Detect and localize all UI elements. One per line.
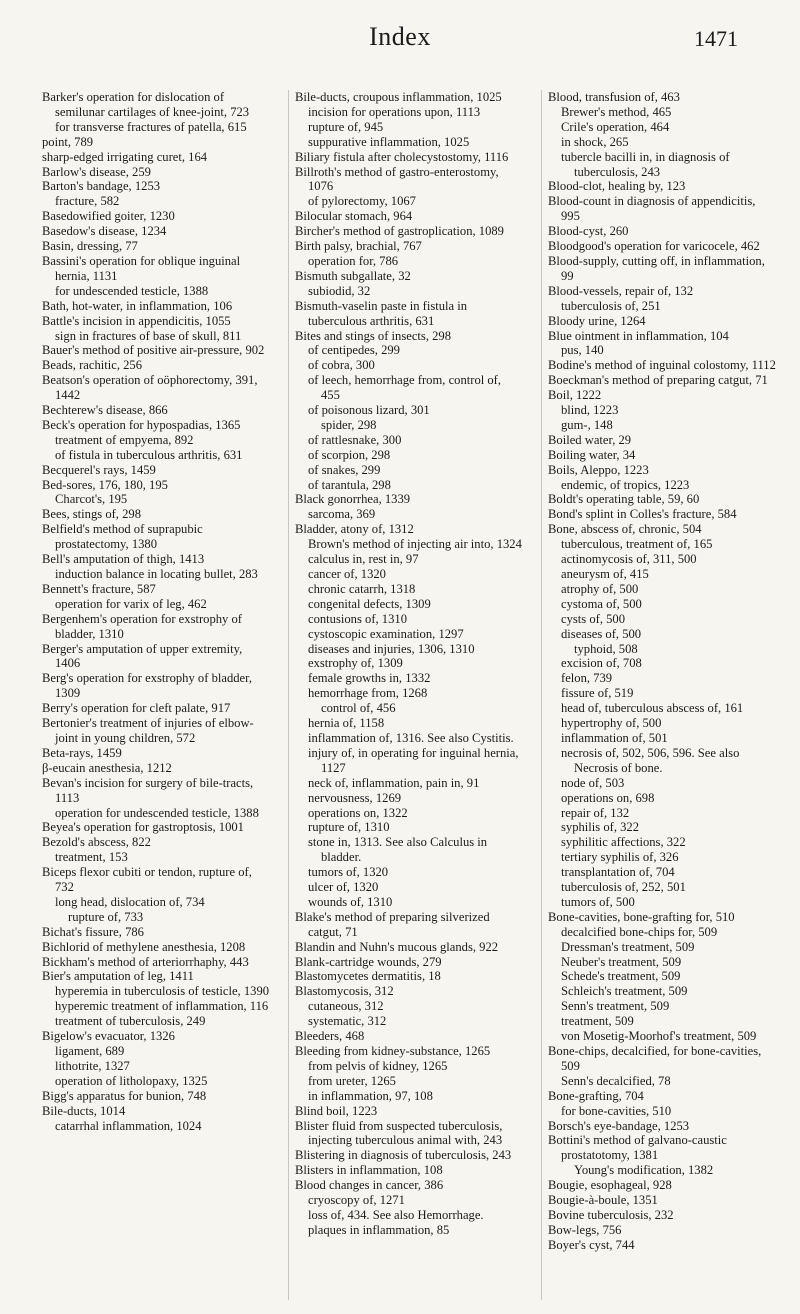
index-entry: blind, 1223: [561, 403, 619, 418]
index-entry: β-eucain anesthesia, 1212: [42, 760, 172, 775]
index-entry: tuberculosis of, 251: [561, 298, 661, 313]
index-entry: treatment, 153: [55, 850, 128, 865]
index-entry: Bevan's incision for surgery of bile-tracts, 1113: [42, 775, 254, 805]
index-entry: operations on, 1322: [308, 805, 408, 820]
index-entry: Bertonier's treatment of injuries of elbow-joint in young children, 572: [42, 716, 254, 745]
index-entry: calculus in, rest in, 97: [308, 552, 419, 567]
index-entry: Young's modification, 1382: [574, 1163, 714, 1178]
index-entry: Bezold's abscess, 822: [42, 835, 151, 850]
index-entry: aneurysm of, 415: [561, 567, 649, 581]
index-entry: female growths in, 1332: [308, 671, 431, 686]
index-entry: Battle's incision in appendicitis, 1055: [42, 313, 231, 328]
index-entry: Borsch's eye-bandage, 1253: [548, 1118, 690, 1133]
index-entry: Bichat's fissure, 786: [42, 924, 144, 939]
index-entry: suppurative inflammation, 1025: [308, 134, 470, 149]
index-entry: for transverse fractures of patella, 615: [55, 119, 247, 134]
index-entry: operation of litholopaxy, 1325: [55, 1073, 208, 1088]
index-entry: sign in fractures of base of skull, 811: [55, 328, 242, 343]
index-entry: Beta-rays, 1459: [42, 745, 122, 760]
index-entry: Basedowified goiter, 1230: [42, 209, 175, 224]
index-entry: Blood-clot, healing by, 123: [548, 179, 686, 194]
index-entry: ulcer of, 1320: [308, 880, 379, 895]
index-entry: Becquerel's rays, 1459: [42, 462, 156, 477]
index-entry: Senn's treatment, 509: [561, 999, 670, 1014]
index-entry: felon, 739: [561, 671, 613, 686]
index-entry: endemic, of tropics, 1223: [561, 477, 690, 492]
index-entry: Bichlorid of methylene anesthesia, 1208: [42, 939, 246, 954]
index-entry: operation for undescended testicle, 1388: [55, 805, 259, 820]
index-entry: treatment of tuberculosis, 249: [55, 1014, 206, 1029]
index-entry: head of, tuberculous abscess of, 161: [561, 701, 744, 716]
index-entry: Bechterew's disease, 866: [42, 403, 168, 418]
index-entry: Bone, abscess of, chronic, 504: [548, 522, 702, 537]
index-entry: tubercle bacilli in, in diagnosis of tuberculosis, 243: [561, 149, 730, 179]
index-entry: Blistering in diagnosis of tuberculosis, 243: [295, 1148, 512, 1163]
index-entry: injury of, in operating for inguinal hernia, 1127: [308, 745, 519, 775]
page-title: Index: [369, 22, 431, 51]
index-entry: Beads, rachitic, 256: [42, 358, 143, 373]
index-entry: Bodine's method of inguinal colostomy, 1112: [548, 358, 776, 373]
index-entry: Blue ointment in inflammation, 104: [548, 328, 729, 343]
index-entry: Blister fluid from suspected tuberculosis, injecting tuberculous animal with, 243: [295, 1118, 503, 1148]
index-entry: diseases of, 500: [561, 626, 642, 641]
index-entry: Berger's amputation of upper extremity, 1406: [42, 641, 243, 671]
index-entry: Beck's operation for hypospadias, 1365: [42, 417, 241, 432]
index-entry: congenital defects, 1309: [308, 596, 431, 611]
index-entry: Bladder, atony of, 1312: [295, 522, 414, 537]
index-entry: ligament, 689: [55, 1044, 125, 1058]
index-entry: of leech, hemorrhage from, control of, 455: [308, 373, 502, 403]
index-entry: hyperemic treatment of inflammation, 116: [55, 999, 269, 1014]
index-entry: catarrhal inflammation, 1024: [55, 1118, 202, 1133]
index-entry: Boiled water, 29: [548, 432, 632, 447]
page-header: [0, 22, 800, 72]
index-entry: Bleeders, 468: [295, 1029, 365, 1044]
index-entry: Senn's decalcified, 78: [561, 1073, 671, 1088]
index-entry: sharp-edged irrigating curet, 164: [42, 149, 208, 164]
index-entry: Bed-sores, 176, 180, 195: [42, 477, 168, 492]
index-entry: Blood-vessels, repair of, 132: [548, 283, 694, 298]
index-entry: cancer of, 1320: [308, 567, 386, 581]
index-entry: Billroth's method of gastro-enterostomy, 1076: [295, 164, 499, 194]
index-entry: Boldt's operating table, 59, 60: [548, 492, 700, 507]
index-entry: Bond's splint in Colles's fracture, 584: [548, 507, 737, 522]
index-entry: pus, 140: [561, 343, 604, 358]
index-entry: Berg's operation for exstrophy of bladder, 1309: [42, 671, 252, 701]
index-entry: Beyea's operation for gastroptosis, 1001: [42, 820, 244, 835]
index-entry: repair of, 132: [561, 805, 630, 820]
index-entry: Schleich's treatment, 509: [561, 984, 688, 999]
index-entry: Blank-cartridge wounds, 279: [295, 954, 442, 969]
index-entry: treatment of empyema, 892: [55, 432, 194, 447]
index-entry: hypertrophy of, 500: [561, 716, 662, 731]
index-entry: hemorrhage from, 1268: [308, 686, 428, 701]
index-entry: tumors of, 1320: [308, 865, 389, 880]
index-entry: Blind boil, 1223: [295, 1103, 378, 1118]
index-entry: Bismuth subgallate, 32: [295, 268, 411, 283]
index-entry: neck of, inflammation, pain in, 91: [308, 775, 480, 790]
index-entry: atrophy of, 500: [561, 581, 639, 596]
index-entry: of fistula in tuberculous arthritis, 631: [55, 447, 243, 462]
index-entry: decalcified bone-chips for, 509: [561, 924, 718, 939]
index-entry: Bismuth-vaselin paste in fistula in tuberculous arthritis, 631: [295, 298, 468, 328]
index-entry: Dressman's treatment, 509: [561, 939, 695, 954]
index-entry: rupture of, 945: [308, 119, 384, 134]
index-entry: tertiary syphilis of, 326: [561, 850, 679, 865]
index-entry: Bergenhem's operation for exstrophy of bladder, 1310: [42, 611, 242, 641]
index-entry: Beatson's operation of oöphorectomy, 391, 1442: [42, 373, 258, 403]
index-entry: Schede's treatment, 509: [561, 969, 681, 984]
index-entry: syphilitic affections, 322: [561, 835, 686, 850]
index-entry: of tarantula, 298: [308, 477, 391, 492]
index-entry: contusions of, 1310: [308, 611, 407, 626]
index-entry: hyperemia in tuberculosis of testicle, 1390: [55, 984, 270, 999]
index-entry: actinomycosis of, 311, 500: [561, 552, 697, 567]
index-entry: Boeckman's method of preparing catgut, 71: [548, 373, 768, 388]
index-entry: in inflammation, 97, 108: [308, 1088, 433, 1103]
index-entry: Blood, transfusion of, 463: [548, 90, 680, 104]
index-entry: rupture of, 1310: [308, 820, 390, 835]
index-entry: Bennett's fracture, 587: [42, 581, 156, 596]
index-entry: cryoscopy of, 1271: [308, 1193, 405, 1208]
index-entry: Blake's method of preparing silverized catgut, 71: [295, 909, 490, 939]
index-entry: of centipedes, 299: [308, 343, 400, 358]
index-entry: operation for varix of leg, 462: [55, 596, 207, 611]
index-entry: Neuber's treatment, 509: [561, 954, 682, 969]
index-entry: fissure of, 519: [561, 686, 634, 701]
index-entry: control of, 456: [321, 701, 396, 716]
index-entry: Charcot's, 195: [55, 492, 128, 507]
index-entry: node of, 503: [561, 775, 625, 790]
index-entry: Barker's operation for dislocation of semilunar cartilages of knee-joint, 723: [42, 90, 250, 119]
index-entry: cysts of, 500: [561, 611, 626, 626]
index-entry: incision for operations upon, 1113: [308, 104, 481, 119]
index-entry: von Mosetig-Moorhof's treatment, 509: [561, 1029, 757, 1044]
index-entry: Bloody urine, 1264: [548, 313, 646, 328]
index-entry: spider, 298: [321, 417, 377, 432]
index-entry: stone in, 1313. See also Calculus in bladder.: [308, 835, 488, 865]
index-entry: Bigg's apparatus for bunion, 748: [42, 1088, 207, 1103]
index-entry: Bile-ducts, 1014: [42, 1103, 126, 1118]
index-entry: Bottini's method of galvano-caustic prostatotomy, 1381: [548, 1133, 727, 1163]
index-entry: lithotrite, 1327: [55, 1058, 130, 1073]
index-entry: inflammation of, 1316. See also Cystitis.: [308, 730, 514, 745]
index-entry: Bile-ducts, croupous inflammation, 1025: [295, 90, 502, 104]
index-entry: of cobra, 300: [308, 358, 375, 373]
index-column-3: [541, 90, 776, 1300]
index-entry: of rattlesnake, 300: [308, 432, 402, 447]
index-columns: [36, 90, 776, 1300]
index-entry: of snakes, 299: [308, 462, 381, 477]
index-entry: Bickham's method of arteriorrhaphy, 443: [42, 954, 249, 969]
page-number: 1471: [694, 26, 738, 51]
index-entry: Bloodgood's operation for varicocele, 462: [548, 239, 760, 254]
index-entry: excision of, 708: [561, 656, 642, 671]
index-entry: Blood-count in diagnosis of appendicitis, 995: [548, 194, 756, 224]
index-entry: subiodid, 32: [308, 283, 371, 298]
index-entry: diseases and injuries, 1306, 1310: [308, 641, 475, 656]
index-column-2: [288, 90, 523, 1300]
index-entry: Bone-cavities, bone-grafting for, 510: [548, 909, 735, 924]
index-entry: Biceps flexor cubiti or tendon, rupture of, 732: [42, 865, 252, 895]
index-entry: gum-, 148: [561, 417, 613, 432]
index-entry: for bone-cavities, 510: [561, 1103, 672, 1118]
index-entry: Blisters in inflammation, 108: [295, 1163, 443, 1178]
index-entry: exstrophy of, 1309: [308, 656, 403, 671]
index-entry: from ureter, 1265: [308, 1073, 396, 1088]
index-entry: Bircher's method of gastroplication, 1089: [295, 224, 504, 239]
index-entry: syphilis of, 322: [561, 820, 640, 835]
index-entry: Boils, Aleppo, 1223: [548, 462, 649, 477]
index-entry: of pylorectomy, 1067: [308, 194, 416, 209]
index-entry: cystoscopic examination, 1297: [308, 626, 464, 641]
index-entry: Blastomycetes dermatitis, 18: [295, 969, 441, 984]
index-entry: Crile's operation, 464: [561, 119, 670, 134]
index-entry: Blood-supply, cutting off, in inflammation, 99: [548, 253, 765, 283]
index-entry: Barlow's disease, 259: [42, 164, 151, 179]
index-entry: Bow-legs, 756: [548, 1222, 622, 1237]
index-entry: Bone-grafting, 704: [548, 1088, 644, 1103]
index-entry: for undescended testicle, 1388: [55, 283, 209, 298]
index-entry: tuberculosis of, 252, 501: [561, 880, 686, 895]
index-entry: Bees, stings of, 298: [42, 507, 141, 522]
index-entry: operations on, 698: [561, 790, 655, 805]
index-entry: transplantation of, 704: [561, 865, 675, 880]
index-entry: of poisonous lizard, 301: [308, 403, 430, 418]
index-entry: Bougie-à-boule, 1351: [548, 1193, 658, 1208]
index-entry: Bauer's method of positive air-pressure, 902: [42, 343, 265, 358]
index-entry: Boiling water, 34: [548, 447, 636, 462]
index-entry: Blood-cyst, 260: [548, 224, 629, 239]
index-entry: Boyer's cyst, 744: [548, 1237, 635, 1252]
index-entry: Bleeding from kidney-substance, 1265: [295, 1044, 491, 1058]
index-entry: typhoid, 508: [574, 641, 638, 656]
index-entry: cutaneous, 312: [308, 999, 384, 1014]
index-entry: Black gonorrhea, 1339: [295, 492, 411, 507]
index-entry: Bassini's operation for oblique inguinal hernia, 1131: [42, 253, 241, 283]
index-entry: Blandin and Nuhn's mucous glands, 922: [295, 939, 499, 954]
index-entry: Basedow's disease, 1234: [42, 224, 167, 239]
index-entry: point, 789: [42, 134, 94, 149]
index-entry: tuberculous, treatment of, 165: [561, 537, 713, 552]
index-entry: Bites and stings of insects, 298: [295, 328, 452, 343]
index-entry: Boil, 1222: [548, 388, 602, 403]
index-entry: treatment, 509: [561, 1014, 634, 1029]
index-entry: tumors of, 500: [561, 894, 635, 909]
index-entry: fracture, 582: [55, 194, 120, 209]
index-entry: Bigelow's evacuator, 1326: [42, 1029, 175, 1044]
index-entry: Berry's operation for cleft palate, 917: [42, 701, 231, 716]
index-entry: necrosis of, 502, 506, 596. See also Necrosis of bone.: [561, 745, 740, 775]
index-entry: operation for, 786: [308, 253, 399, 268]
index-entry: Birth palsy, brachial, 767: [295, 239, 422, 254]
index-entry: plaques in inflammation, 85: [308, 1222, 450, 1237]
index-entry: Bell's amputation of thigh, 1413: [42, 552, 205, 567]
index-entry: Bone-chips, decalcified, for bone-cavities, 509: [548, 1044, 762, 1073]
index-entry: induction balance in locating bullet, 283: [55, 567, 258, 581]
index-entry: chronic catarrh, 1318: [308, 581, 416, 596]
index-entry: long head, dislocation of, 734: [55, 894, 205, 909]
index-column-1: [36, 90, 270, 1300]
index-entry: Barton's bandage, 1253: [42, 179, 161, 194]
index-entry: rupture of, 733: [68, 909, 144, 924]
index-entry: loss of, 434. See also Hemorrhage.: [308, 1207, 484, 1222]
index-entry: in shock, 265: [561, 134, 629, 149]
index-entry: sarcoma, 369: [308, 507, 376, 522]
index-entry: Bath, hot-water, in inflammation, 106: [42, 298, 233, 313]
index-entry: Biliary fistula after cholecystostomy, 1116: [295, 149, 509, 164]
index-entry: inflammation of, 501: [561, 730, 668, 745]
index-entry: Blastomycosis, 312: [295, 984, 394, 999]
index-entry: Blood changes in cancer, 386: [295, 1178, 444, 1193]
index-entry: Bier's amputation of leg, 1411: [42, 969, 194, 984]
index-entry: Belfield's method of suprapubic prostatectomy, 1380: [42, 522, 203, 552]
index-entry: cystoma of, 500: [561, 596, 642, 611]
index-entry: Bougie, esophageal, 928: [548, 1178, 672, 1193]
index-entry: nervousness, 1269: [308, 790, 402, 805]
index-entry: Bovine tuberculosis, 232: [548, 1207, 674, 1222]
index-entry: hernia of, 1158: [308, 716, 385, 731]
index-entry: Brown's method of injecting air into, 1324: [308, 537, 522, 552]
index-entry: systematic, 312: [308, 1014, 387, 1029]
index-entry: from pelvis of kidney, 1265: [308, 1058, 448, 1073]
index-entry: Bilocular stomach, 964: [295, 209, 413, 224]
index-entry: Basin, dressing, 77: [42, 239, 138, 254]
index-entry: Brewer's method, 465: [561, 104, 672, 119]
index-entry: of scorpion, 298: [308, 447, 391, 462]
index-entry: wounds of, 1310: [308, 894, 393, 909]
